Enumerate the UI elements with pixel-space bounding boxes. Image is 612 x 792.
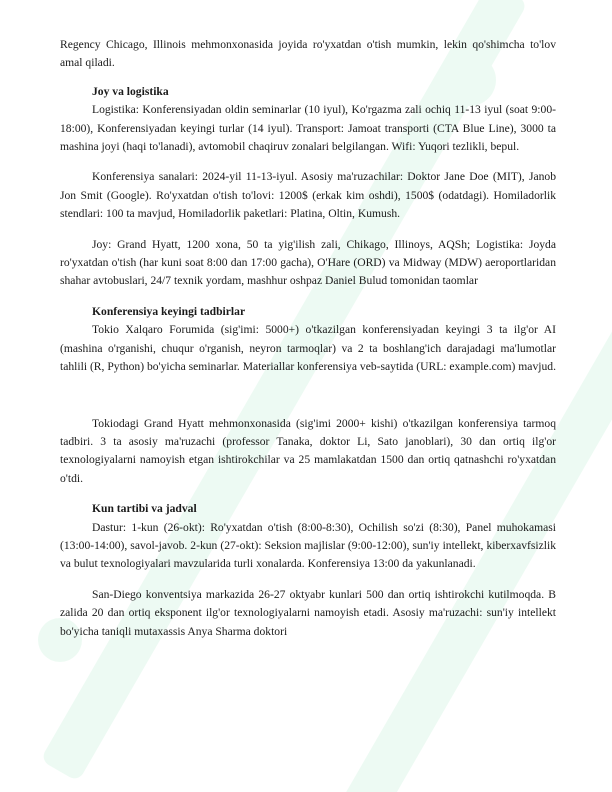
paragraph-registration-note: Regency Chicago, Illinois mehmonxonasida joyida ro'yxatdan o'tish mumkin, lekin qo'shimcha to'lov amal qiladi. xyxy=(60,38,556,70)
paragraph-tokyo-networking: Tokiodagi Grand Hyatt mehmonxonasida (sig'imi 2000+ kishi) o'tkazilgan konferensiya tarmoq tadbiri. 3 ta asosiy ma'ruzachi (professor Tanaka, doktor Li, Sato janoblari), 30 dan ortiq ilg'or texnologiyalarni namoyish etgan ishtirokchilar va 25 mamlakatdan 1500 dan ortiq qatnashchi ro'yxatdan o'tdi. xyxy=(60,416,556,485)
document-body xyxy=(60,36,556,641)
paragraph-san-diego: San-Diego konventsiya markazida 26-27 oktyabr kunlari 500 dan ortiq ishtirokchi kutilmoqda. B zalida 20 dan ortiq eksponent ilg'or texnologiyalarni namoyish etadi. Asosiy ma'ruzachi: sun'iy intellekt bo'yicha taniqli mutaxassis Anya Sharma doktori xyxy=(60,587,556,638)
paragraph-agenda: Dastur: 1-kun (26-okt): Ro'yxatdan o'tish (8:00-8:30), Ochilish so'zi (8:30), Panel muhokamasi (13:00-14:00), savol-javob. 2-kun (27-okt): Seksion majlislar (9:00-12:00), sun'iy intellekt, kiberxavfsizlik va bulut texnologiyalari mavzularida turli xonalarda. Konferensiya 13:00 da yakunlanadi. xyxy=(60,520,556,571)
heading-agenda-schedule: Kun tartibi va jadval xyxy=(92,502,197,516)
paragraph-logistics: Logistika: Konferensiyadan oldin seminarlar (10 iyul), Ko'rgazma zali ochiq 11-13 iyul (soat 9:00-18:00), Konferensiyadan keyingi turlar (14 iyul). Transport: Jamoat transporti (CTA Blue Line), 3000 ta mashina joyi (haqi to'lanadi), avtomobil chaqiruv zonalari belgilangan. Wifi: Yuqori tezlikli, bepul. xyxy=(60,103,556,154)
paragraph-venue: Joy: Grand Hyatt, 1200 xona, 50 ta yig'ilish zali, Chikago, Illinoys, AQSh; Logistika: Joyda ro'yxatdan o'tish (har kuni soat 8:00 dan 17:00 gacha), O'Hare (ORD) va Midway (MDW) aeroportlaridan shahar avtobuslari, 24/7 texnik yordam, mashhur oshpaz Daniel Bulud tomonidan taomlar xyxy=(60,237,556,288)
paragraph-conference-dates: Konferensiya sanalari: 2024-yil 11-13-iyul. Asosiy ma'ruzachilar: Doktor Jane Doe (MIT), Janob Jon Smit (Google). Ro'yxatdan o'tish to'lovi: 1200$ (erkak kim oshdi), 1500$ (odatdagi). Homiladorlik stendlari: 100 ta mavjud, Homiladorlik paketlari: Platina, Oltin, Kumush. xyxy=(60,170,556,221)
paragraph-tokyo-forum: Tokio Xalqaro Forumida (sig'imi: 5000+) o'tkazilgan konferensiyadan keyingi 3 ta ilg'or AI (mashina o'rganishi, chuqur o'rganish, neyron tarmoqlar) va 2 ta boshlang'ich darajadagi ma'lumotlar tahlili (R, Python) bo'yicha seminarlar. Materiallar konferensiya veb-saytida (URL: example.com) mavjud. xyxy=(60,323,556,374)
heading-venue-logistics: Joy va logistika xyxy=(92,84,169,98)
heading-post-conference-events: Konferensiya keyingi tadbirlar xyxy=(92,304,246,318)
